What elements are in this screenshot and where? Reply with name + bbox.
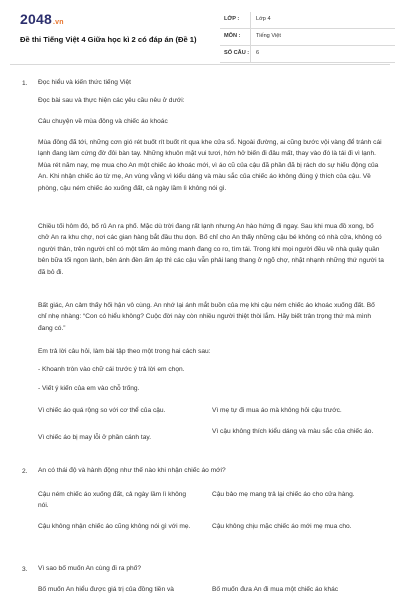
- meta-key: MÔN :: [224, 33, 241, 39]
- meta-divider: [250, 12, 251, 29]
- answer-instruction: Em trả lời câu hỏi, làm bài tập theo một trong hai cách sau:: [38, 348, 211, 355]
- meta-divider: [250, 29, 251, 46]
- answer-option[interactable]: Cậu không chịu mặc chiếc áo mới mẹ mua cho.: [212, 523, 352, 530]
- answer-option[interactable]: Cậu không nhận chiếc áo cũng không nói gì với mẹ.: [38, 523, 191, 530]
- logo-suffix: .vn: [52, 19, 64, 26]
- meta-row-question-count: [220, 46, 395, 63]
- meta-row-class: [220, 12, 395, 29]
- question-instruction: Đọc bài sau và thực hiện các yêu cầu nêu ở dưới:: [38, 97, 185, 104]
- answer-instruction-item: - Khoanh tròn vào chữ cái trước ý trả lời em chọn.: [38, 366, 185, 373]
- answer-instruction-item: - Viết ý kiến của em vào chỗ trống.: [38, 385, 140, 392]
- meta-divider: [250, 46, 251, 63]
- answer-option[interactable]: Vì chiếc áo quá rộng so với cơ thể của cậu.: [38, 407, 166, 414]
- page-header: [0, 0, 400, 62]
- answer-option[interactable]: Bố muốn đưa An đi mua một chiếc áo khác: [212, 586, 339, 593]
- question-title: An có thái độ và hành động như thế nào khi nhận chiếc áo mới?: [38, 467, 226, 474]
- question-number: 3.: [22, 566, 28, 573]
- story-paragraph: Mùa đông đã tới, những cơn gió rét buốt rít buốt rít qua khe cửa sổ. Ngoài đường, ai cũng bước vội vàng để tránh cái lạnh đang làm cứng đờ đôi bàn tay. Những khuôn mặt vui tươi, hớn hở biến đi đâu mất, thay vào đó là tái đi vì lạnh. Mùa rét năm nay, mẹ mua cho An một chiếc áo khoác mới, vì áo cũ của cậu đã phần đã bị rách do sự hiếu động của An. Khi nhận chiếc áo từ mẹ, An vùng vằng vì kiểu dáng và màu sắc của chiếc áo không đúng ý thích của cậu. Về phòng, cậu ném chiếc áo xuống đất, cả ngày lầm lì không nói gì.: [38, 139, 382, 192]
- question-number: 2.: [22, 468, 28, 475]
- header-divider: [10, 64, 390, 65]
- answer-option[interactable]: Cậu ném chiếc áo xuống đất, cả ngày lầm lì không nói.: [38, 491, 187, 510]
- question-title: Đọc hiểu và kiến thức tiếng Việt: [38, 79, 131, 86]
- site-logo[interactable]: [20, 11, 64, 27]
- meta-key: LỚP :: [224, 16, 240, 22]
- answer-option[interactable]: Bố muốn An hiểu được giá trị của đồng tiền và: [38, 586, 174, 593]
- meta-value: Tiếng Việt: [256, 33, 281, 39]
- answer-option[interactable]: Vì chiếc áo bị may lỗi ở phần cánh tay.: [38, 434, 152, 441]
- answer-option[interactable]: Vì cậu không thích kiểu dáng và màu sắc của chiếc áo.: [212, 428, 374, 435]
- story-paragraph: Chiều tối hôm đó, bố rủ An ra phố. Mặc dù trời đang rất lạnh nhưng An hào hứng đi ngay. Sau khi mua đồ xong, bố chở An ra khu chợ, nơi các gian hàng bắt đầu thu dọn. Bố chỉ cho An thấy những cậu bé không có nhà cửa, không có người thân, trên người chỉ có một tấm áo mỏng manh đang co ro, tìm tái. Trong khi mọi người đều về nhà quây quần bên bữa tối ngon lành, bên ánh đèn ấm áp thì các cậu vẫn phải lang thang ở ngõ chợ, nhặt nhạnh những thứ người ta đã bỏ đi.: [38, 223, 384, 276]
- meta-row-subject: [220, 29, 395, 46]
- meta-value: Lớp 4: [256, 16, 271, 22]
- question-title: Vì sao bố muốn An cùng đi ra phố?: [38, 565, 142, 572]
- story-title: Câu chuyện về mùa đông và chiếc áo khoác: [38, 118, 168, 125]
- meta-key: SỐ CÂU :: [224, 50, 250, 56]
- document-meta-table: [220, 12, 395, 63]
- story-paragraph: Bất giác, An cảm thấy hối hận vô cùng. An nhớ lại ánh mắt buồn của mẹ khi cậu ném chiếc áo khoác xuống đất. Bố chỉ nhẹ nhàng: “Con có hiểu không? Cuộc đời này còn nhiều người thiệt thòi lắm. Hãy biết trân trọng thứ mà mình đang có.”: [38, 302, 375, 332]
- answer-option[interactable]: Vì mẹ tự đi mua áo mà không hỏi cậu trước.: [212, 407, 342, 414]
- meta-value: 6: [256, 50, 260, 56]
- document-title: Đề thi Tiếng Việt 4 Giữa học kì 2 có đáp án (Đề 1): [20, 35, 197, 44]
- logo-text: 2048: [20, 11, 52, 27]
- question-number: 1.: [22, 80, 28, 87]
- answer-option[interactable]: Cậu bảo mẹ mang trả lại chiếc áo cho cửa hàng.: [212, 491, 355, 498]
